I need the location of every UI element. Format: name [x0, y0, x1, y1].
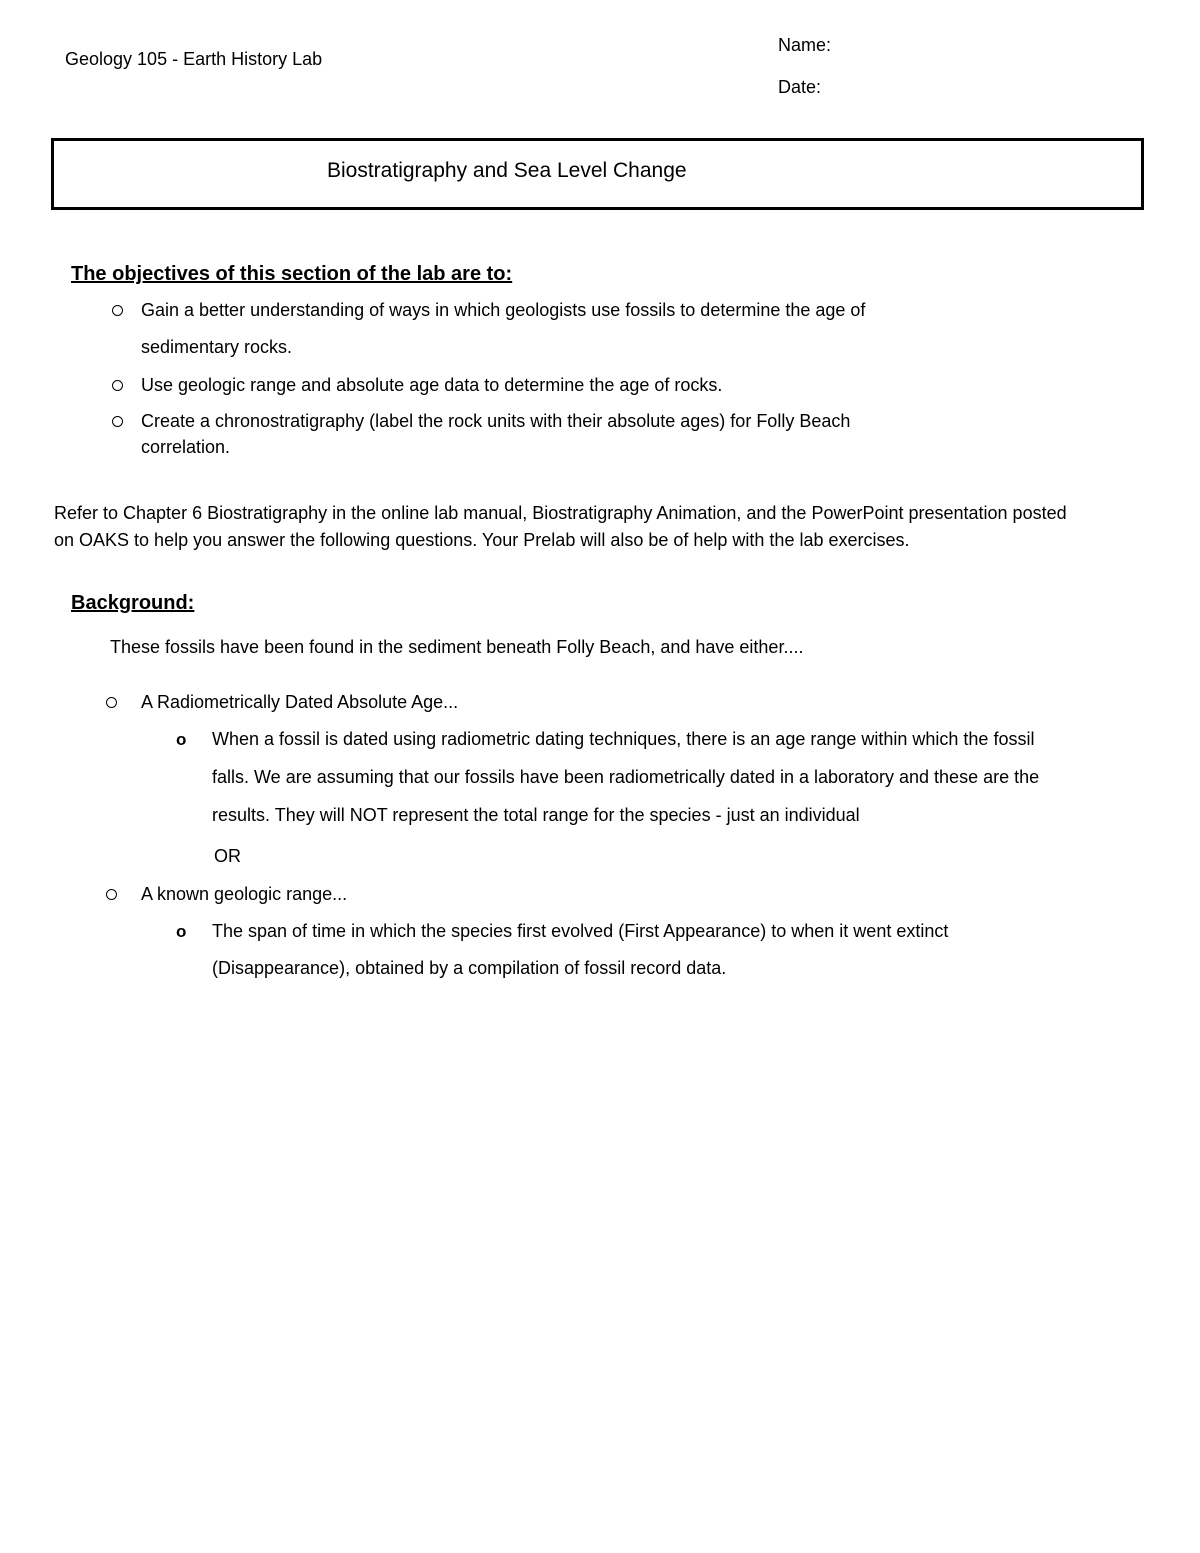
- bullet-circle-icon: [112, 416, 123, 427]
- title-box: [51, 138, 1144, 210]
- name-label: Name:: [778, 35, 832, 55]
- bullet-circle-icon: [106, 889, 117, 900]
- bullet-circle-icon: [106, 697, 117, 708]
- document-title: Biostratigraphy and Sea Level Change: [327, 159, 687, 182]
- objective-1-line-2: sedimentary rocks.: [141, 337, 293, 357]
- refer-paragraph-line-1: Refer to Chapter 6 Biostratigraphy in the online lab manual, Biostratigraphy Animation, and the PowerPoint presentation posted: [54, 503, 1067, 523]
- background-item-1-sub-line-1: When a fossil is dated using radiometric dating techniques, there is an age range within which the fossil: [212, 729, 1035, 749]
- objective-1-line-1: Gain a better understanding of ways in which geologists use fossils to determine the age of: [141, 300, 866, 320]
- background-item-2-sub-line-2: (Disappearance), obtained by a compilation of fossil record data.: [212, 958, 727, 978]
- objective-2-line-1: Use geologic range and absolute age data to determine the age of rocks.: [141, 375, 723, 395]
- background-item-1-label: A Radiometrically Dated Absolute Age...: [141, 692, 459, 712]
- bullet-circle-icon: [112, 305, 123, 316]
- objective-3-line-1: Create a chronostratigraphy (label the rock units with their absolute ages) for Folly Beach: [141, 411, 851, 431]
- course-title: Geology 105 - Earth History Lab: [65, 49, 323, 69]
- background-intro: These fossils have been found in the sediment beneath Folly Beach, and have either....: [110, 637, 804, 657]
- background-heading: Background:: [71, 592, 195, 614]
- bullet-small-o-icon: o: [176, 922, 187, 941]
- background-item-1-sub-line-2: falls. We are assuming that our fossils have been radiometrically dated in a laboratory and these are the: [212, 767, 1040, 787]
- date-label: Date:: [778, 77, 822, 97]
- background-item-1-sub-line-3: results. They will NOT represent the total range for the species - just an individual: [212, 805, 860, 825]
- bullet-small-o-icon: o: [176, 730, 187, 749]
- objective-3-line-2: correlation.: [141, 437, 231, 457]
- refer-paragraph-line-2: on OAKS to help you answer the following questions. Your Prelab will also be of help with the lab exercises.: [54, 530, 910, 550]
- objectives-heading: The objectives of this section of the lab are to:: [71, 263, 513, 285]
- background-item-2-sub-line-1: The span of time in which the species first evolved (First Appearance) to when it went extinct: [212, 921, 949, 941]
- background-item-2-label: A known geologic range...: [141, 884, 348, 904]
- bullet-circle-icon: [112, 380, 123, 391]
- or-separator: OR: [214, 846, 241, 866]
